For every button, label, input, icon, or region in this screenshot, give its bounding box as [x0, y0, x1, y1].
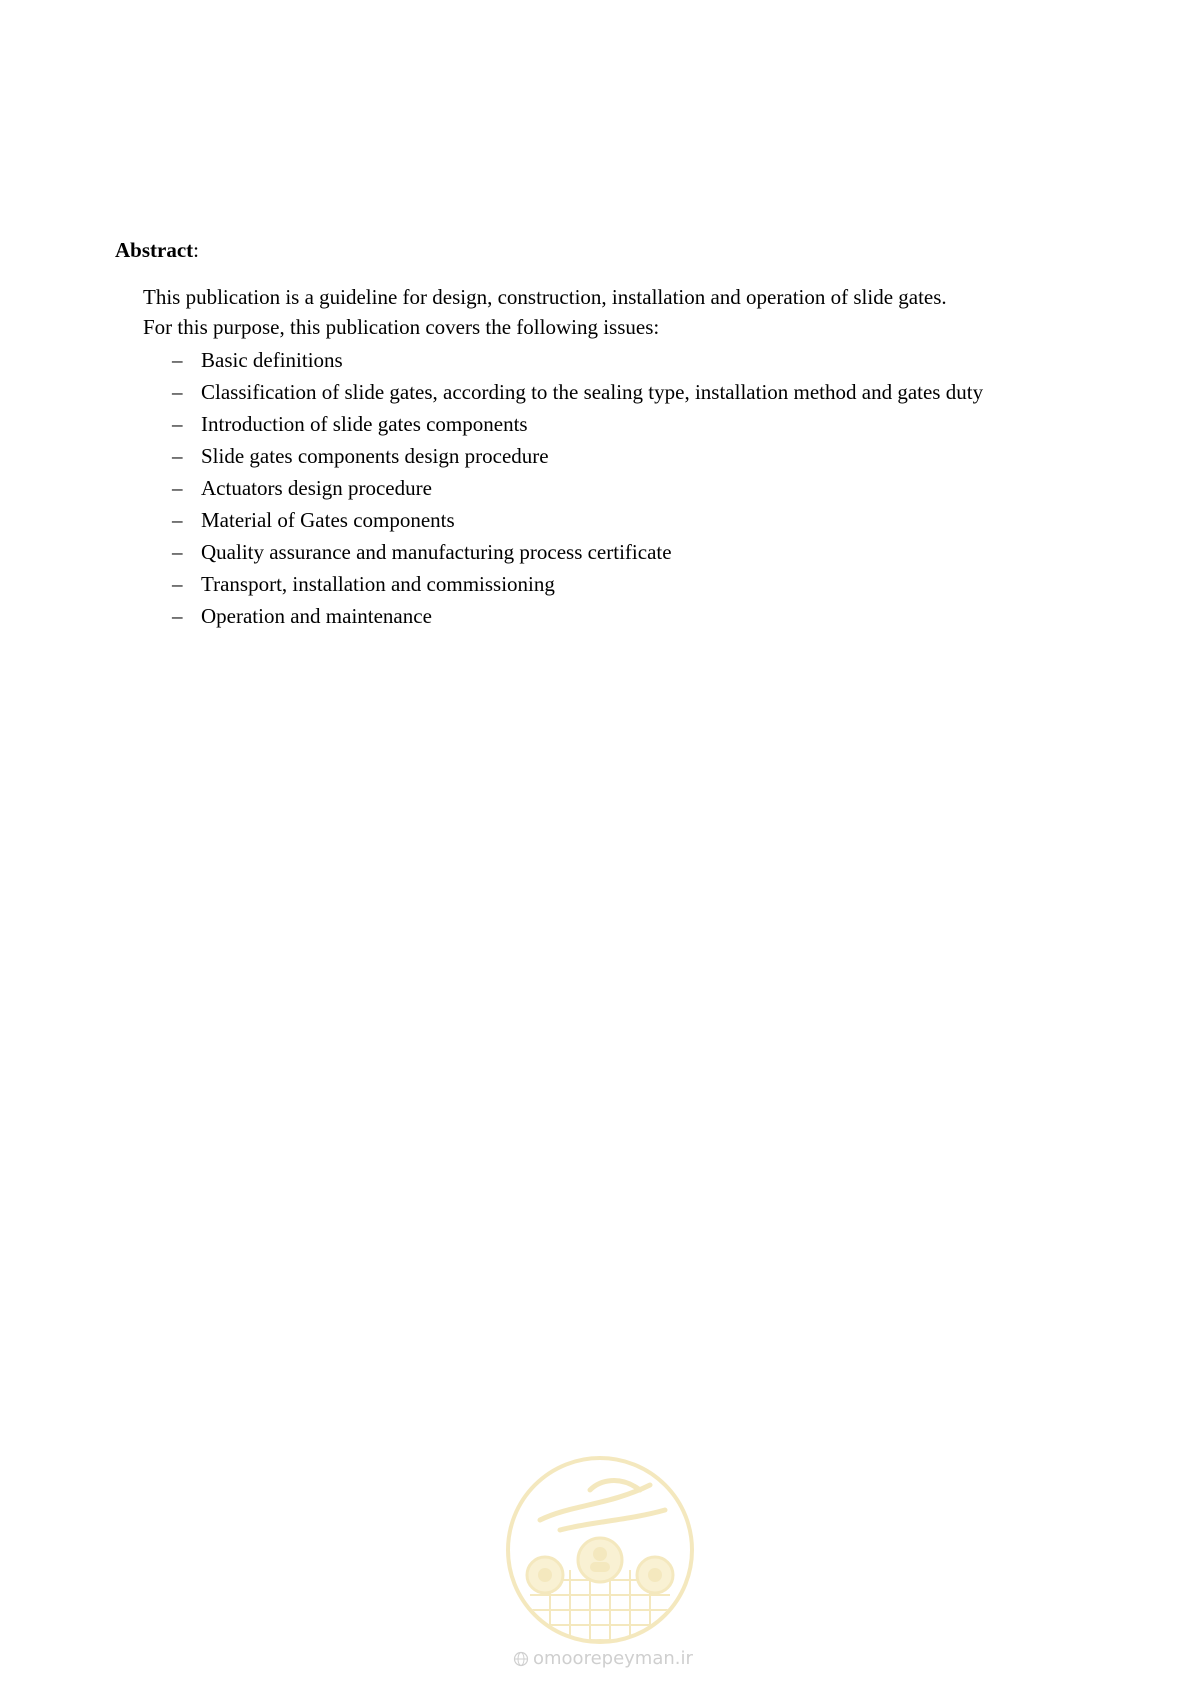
list-item-text: Actuators design procedure [201, 476, 432, 500]
list-item-text: Material of Gates components [201, 508, 455, 532]
list-item-text: Transport, installation and commissioning [201, 572, 555, 596]
abstract-body [143, 282, 1103, 632]
dash-bullet: – [172, 540, 183, 564]
globe-icon [513, 1651, 529, 1667]
dash-bullet: – [172, 444, 183, 468]
issues-list [143, 344, 1103, 632]
abstract-paragraph-1: This publication is a guideline for design, construction, installation and operation of slide gates. [143, 285, 947, 309]
dash-bullet: – [172, 604, 183, 628]
abstract-paragraph-2: For this purpose, this publication covers the following issues: [143, 315, 660, 339]
list-item [172, 600, 1103, 632]
list-item [172, 408, 1103, 440]
list-item [172, 344, 1103, 376]
watermark-logo [500, 1450, 700, 1680]
dash-bullet: – [172, 508, 183, 532]
list-item [172, 536, 1103, 568]
dash-bullet: – [172, 380, 183, 404]
list-item [172, 504, 1103, 536]
dash-bullet: – [172, 572, 183, 596]
list-item [172, 440, 1103, 472]
dash-bullet: – [172, 476, 183, 500]
watermark-url-text: omoorepeyman.ir [533, 1648, 693, 1669]
list-item-text: Operation and maintenance [201, 604, 432, 628]
watermark-url [513, 1648, 693, 1669]
list-item-text: Classification of slide gates, according to the sealing type, installation method and gates duty [201, 380, 984, 404]
list-item [172, 376, 1103, 408]
abstract-heading-label: Abstract [115, 238, 194, 262]
list-item-text: Slide gates components design procedure [201, 444, 549, 468]
dash-bullet: – [172, 412, 183, 436]
list-item-text: Basic definitions [201, 348, 343, 372]
list-item-text: Quality assurance and manufacturing process certificate [201, 540, 672, 564]
abstract-heading [115, 235, 199, 265]
list-item [172, 472, 1103, 504]
list-item-text: Introduction of slide gates components [201, 412, 528, 436]
list-item [172, 568, 1103, 600]
abstract-heading-colon: : [193, 238, 199, 262]
dash-bullet: – [172, 348, 183, 372]
